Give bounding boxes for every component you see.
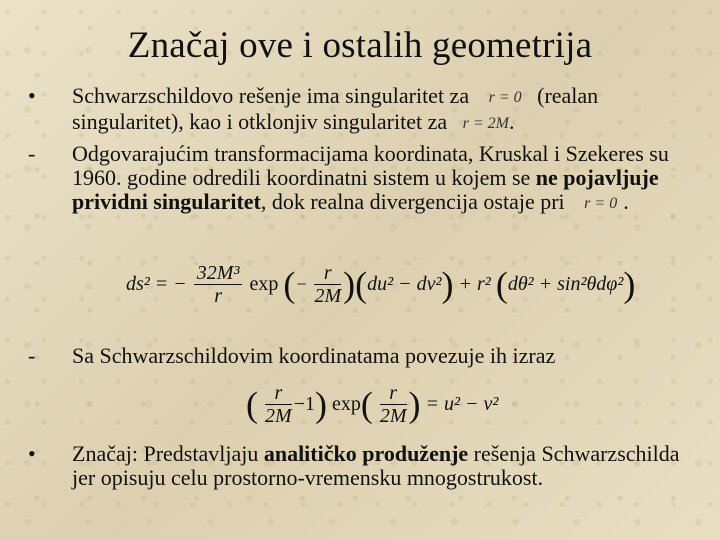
bullet-marker: • bbox=[28, 441, 36, 466]
metric-prefactor-num: 32M³ bbox=[194, 262, 243, 285]
p1-text-b: (realan singularitet), kao i otklonjiv singularitet za bbox=[72, 83, 599, 134]
metric-null-part: du² − dv² bbox=[367, 273, 442, 295]
relation-fraction-1 bbox=[265, 382, 292, 427]
relation-exp: exp bbox=[331, 393, 361, 415]
p1-text-c: . bbox=[509, 109, 515, 134]
paragraph-relation-intro bbox=[28, 343, 702, 368]
metric-plus-r2: + r² bbox=[458, 273, 491, 295]
relation-rhs: = u² − v² bbox=[425, 393, 499, 415]
metric-exp: exp bbox=[249, 273, 279, 295]
dash-marker: - bbox=[28, 343, 36, 368]
bullet-marker: • bbox=[28, 83, 36, 108]
relation-num-1: r bbox=[265, 382, 292, 405]
p2-bold-phrase: ne pojavljuje prividni singularitet bbox=[72, 165, 659, 214]
relation-minus-one: −1 bbox=[293, 393, 315, 415]
paragraph-schwarzschild-singularities bbox=[28, 83, 702, 136]
slide-title: Značaj ove i ostalih geometrija bbox=[127, 25, 593, 66]
p2-text-a: Odgovarajućim transformacijama koordinata, Kruskal i Szekeres su 1960. godine odredili koordinatni sistem u kojem se bbox=[72, 141, 669, 190]
coordinate-relation-formula: ( $\frac{r}{2M}$ −1) exp( $\frac{r}{2M}$ ) = u² − v² bbox=[246, 382, 499, 427]
p4-text-b: rešenja Schwarzschilda jer opisuju celu prostorno-vremensku mnogostrukost. bbox=[72, 441, 680, 490]
p3-text: Sa Schwarzschildovim koordinatama povezuje ih izraz bbox=[72, 343, 556, 368]
p4-bold-phrase: analitičko produženje bbox=[263, 441, 469, 466]
metric-angular: dθ² + sin²θdφ² bbox=[507, 273, 624, 295]
dash-marker: - bbox=[28, 141, 36, 166]
relation-den-2: 2M bbox=[379, 405, 407, 427]
p2-text-c: . bbox=[623, 189, 629, 214]
metric-lhs: ds² = − bbox=[126, 273, 187, 295]
relation-fraction-2 bbox=[380, 382, 407, 427]
p1-text-a: Schwarzschildovo rešenje ima singularitet za bbox=[72, 83, 470, 108]
kruskal-metric-formula: ds² = − $\frac{\text{32M³}}{r}$ exp (− $\frac{r}{2M}$ )(du² − dv²) + r² (dθ² + sin²θdφ²) bbox=[126, 262, 636, 307]
metric-exp-fraction bbox=[314, 262, 341, 307]
relation-den-1: 2M bbox=[265, 405, 292, 427]
metric-exp-num: r bbox=[314, 262, 341, 285]
metric-prefactor bbox=[194, 262, 243, 307]
metric-exp-den: 2M bbox=[314, 285, 342, 307]
paragraph-significance bbox=[28, 441, 702, 490]
equation-r-0: r = 0 bbox=[488, 89, 522, 106]
relation-num-2: r bbox=[380, 382, 407, 405]
metric-prefactor-den: r bbox=[214, 285, 222, 307]
p2-text-b: , dok realna divergencija ostaje pri bbox=[260, 189, 565, 214]
equation-r-0-second: r = 0 bbox=[584, 195, 618, 212]
paragraph-kruskal-szekeres bbox=[28, 141, 702, 216]
equation-r-2m: r = 2M bbox=[462, 115, 509, 132]
p4-text-a: Značaj: Predstavljaju bbox=[72, 441, 259, 466]
